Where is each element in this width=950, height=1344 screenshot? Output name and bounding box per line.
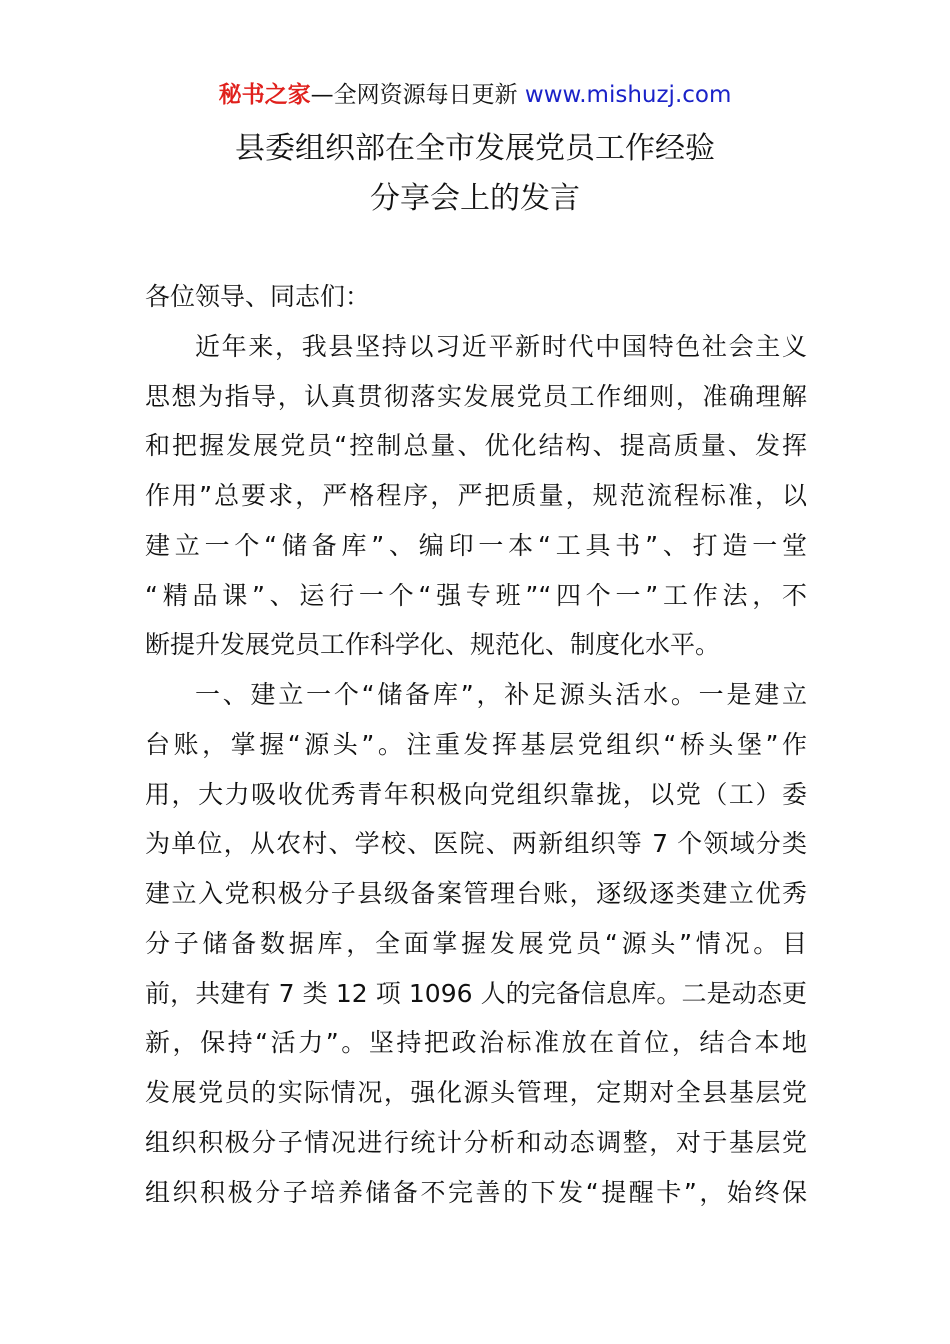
paragraph-2-line: 组织积极分子情况进行统计分析和动态调整，对于基层党: [145, 1128, 807, 1157]
site-tagline: —全网资源每日更新: [310, 82, 525, 108]
paragraph-2-line: 用，大力吸收优秀青年积极向党组织靠拢，以党（工）委: [145, 780, 807, 809]
paragraph-1-line: 作用”总要求，严格程序，严把质量，规范流程标准，以: [145, 481, 807, 510]
paragraph-1-line: 近年来，我县坚持以习近平新时代中国特色社会主义: [195, 332, 807, 361]
paragraph-1-line: 和把握发展党员“控制总量、优化结构、提高质量、发挥: [145, 431, 807, 460]
paragraph-2-line: 分子储备数据库，全面掌握发展党员“源头”情况。目: [145, 929, 807, 958]
title-line-1: 县委组织部在全市发展党员工作经验: [235, 131, 715, 166]
paragraph-1-line: 建立一个“储备库”、编印一本“工具书”、打造一堂: [145, 531, 807, 560]
paragraph-2-line: 新，保持“活力”。坚持把政治标准放在首位，结合本地: [145, 1028, 807, 1057]
paragraph-2-line: 台账，掌握“源头”。注重发挥基层党组织“桥头堡”作: [145, 730, 807, 759]
paragraph-1-line: “精品课”、运行一个“强专班”“四个一”工作法，不: [145, 581, 807, 610]
title-line-2: 分享会上的发言: [370, 181, 580, 216]
paragraph-1-line: 断提升发展党员工作科学化、规范化、制度化水平。: [145, 630, 721, 659]
paragraph-2-line: 前，共建有 7 类 12 项 1096 人的完备信息库。二是动态更: [145, 979, 807, 1008]
paragraph-2-line: 为单位，从农村、学校、医院、两新组织等 7 个领域分类: [145, 829, 807, 858]
paragraph-2-line: 建立入党积极分子县级备案管理台账，逐级逐类建立优秀: [145, 879, 807, 908]
salutation: 各位领导、同志们：: [145, 282, 371, 311]
paragraph-2-line: 发展党员的实际情况，强化源头管理，定期对全县基层党: [145, 1078, 807, 1107]
paragraph-1-line: 思想为指导，认真贯彻落实发展党员工作细则，准确理解: [145, 382, 807, 411]
site-url-link[interactable]: www.mishuzj.com: [524, 82, 732, 108]
paragraph-2-line: 一、建立一个“储备库”，补足源头活水。一是建立: [195, 680, 807, 709]
paragraph-2-line: 组织积极分子培养储备不完善的下发“提醒卡”，始终保: [145, 1178, 807, 1207]
site-name: 秘书之家: [218, 82, 311, 108]
